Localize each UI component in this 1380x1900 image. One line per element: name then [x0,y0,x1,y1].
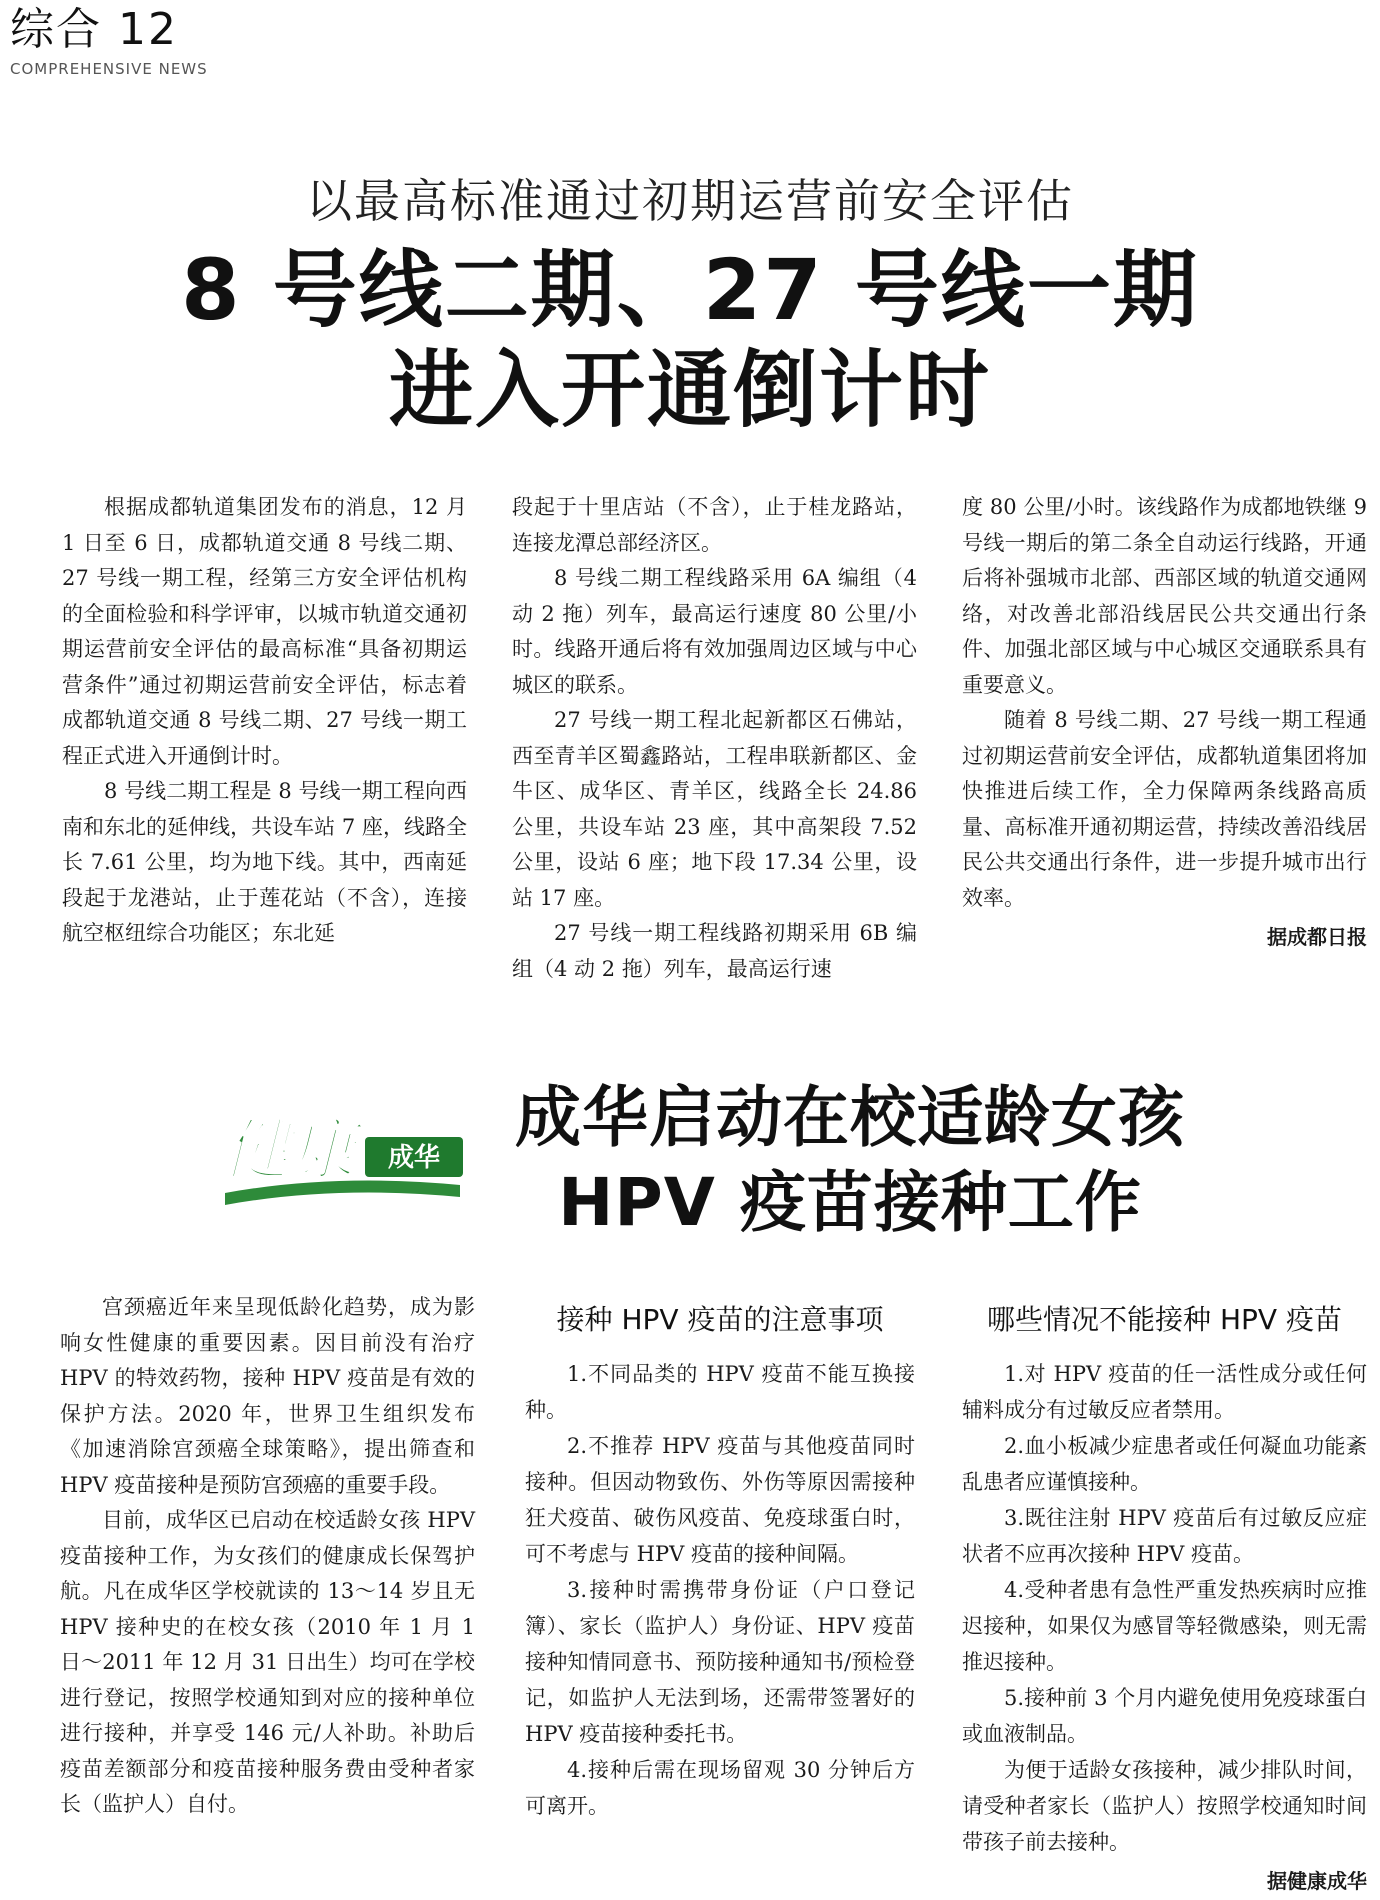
contraindication-item: 1.对 HPV 疫苗的任一活性成分或任何辅料成分有过敏反应者禁用。 [962,1362,1367,1422]
article1-credit: 据成都日报 [1267,925,1367,949]
article1-paragraph: 8 号线二期工程线路采用 6A 编组（4 动 2 拖）列车，最高运行速度 80 公里/小时。线路开通后将有效加强周边区域与中心城区的联系。 [512,566,917,697]
article2-box-precautions [525,1290,915,1824]
precaution-item: 4.接种后需在现场留观 30 分钟后方可离开。 [525,1758,915,1818]
precaution-item: 3.接种时需携带身份证（户口登记簿）、家长（监护人）身份证、HPV 疫苗接种知情同意书、预防接种通知书/预检登记，如监护人无法到场，还需带签署好的 HPV 疫苗接种委托书。 [525,1578,915,1746]
logo-badge-text: 成华 [387,1143,441,1173]
article2-column-1 [60,1290,475,1823]
contraindication-item: 2.血小板减少症患者或任何凝血功能紊乱患者应谨慎接种。 [962,1434,1367,1494]
contraindication-item: 4.受种者患有急性严重发热疾病时应推迟接种，如果仅为感冒等轻微感染，则无需推迟接种。 [962,1578,1367,1674]
article2-headline-line1: 成华启动在校适龄女孩 [515,1079,1185,1156]
article1-column-2 [512,490,917,987]
logo-graphic [215,1085,470,1215]
masthead [10,4,208,78]
health-chenghua-logo [215,1085,470,1215]
article1-headline-line2: 进入开通倒计时 [388,341,991,439]
article1-paragraph: 根据成都轨道集团发布的消息，12 月 1 日至 6 日，成都轨道交通 8 号线二期、27 号线一期工程，经第三方安全评估机构的全面检验和科学评审，以城市轨道交通初期运营前安全评估的最高标准“具备初期运营条件”通过初期运营前安全评估，标志着成都轨道交通 8 号线二期、27 号线一期工程正式进入开通倒计时。 [62,495,467,768]
contraindication-item: 3.既往注射 HPV 疫苗后有过敏反应症状者不应再次接种 HPV 疫苗。 [962,1506,1367,1566]
article1-paragraph: 段起于十里店站（不含），止于桂龙路站，连接龙潭总部经济区。 [512,495,917,555]
article1-headline-line1: 8 号线二期、27 号线一期 [181,241,1199,339]
article1-column-3 [962,490,1367,956]
precaution-item: 1.不同品类的 HPV 疫苗不能互换接种。 [525,1362,915,1422]
section-name: 综合 12 [10,4,178,55]
box-precautions-title: 接种 HPV 疫苗的注意事项 [556,1303,884,1336]
article1-kicker: 以最高标准通过初期运营前安全评估 [306,174,1074,228]
contraindication-item: 5.接种前 3 个月内避免使用免疫球蛋白或血液制品。 [962,1686,1367,1746]
section-name-english: COMPREHENSIVE NEWS [10,60,208,78]
article1-paragraph: 随着 8 号线二期、27 号线一期工程通过初期运营前安全评估，成都轨道集团将加快推进后续工作，全力保障两条线路高质量、高标准开通初期运营，持续改善沿线居民公共交通出行条件，进一步提升城市出行效率。 [962,708,1367,910]
article2-headline [480,1075,1220,1245]
box-contraindications-title: 哪些情况不能接种 HPV 疫苗 [987,1303,1342,1336]
logo-main-text: 健康 [223,1111,355,1189]
article2-closing: 为便于适龄女孩接种，减少排队时间，请受种者家长（监护人）按照学校通知时间带孩子前去接种。 [962,1758,1367,1854]
article1-paragraph: 27 号线一期工程北起新都区石佛站，西至青羊区蜀鑫路站，工程串联新都区、金牛区、成华区、青羊区，线路全长 24.86 公里，共设车站 23 座，其中高架段 7.52 公里，设站 6 座；地下段 17.34 公里，设站 17 座。 [512,708,917,910]
article1-paragraph: 度 80 公里/小时。该线路作为成都地铁继 9 号线一期后的第二条全自动运行线路，开通后将补强城市北部、西部区域的轨道交通网络，对改善北部沿线居民公共交通出行条件、加强北部区域与中心城区交通联系具有重要意义。 [962,495,1367,697]
article2-paragraph: 目前，成华区已启动在校适龄女孩 HPV 疫苗接种工作，为女孩们的健康成长保驾护航。凡在成华区学校就读的 13～14 岁且无 HPV 接种史的在校女孩（2010 年 1 月 1 日～2011 年 12 月 31 日出生）均可在学校进行登记，按照学校通知到对应的接种单位进行接种，并享受 146 元/人补助。补助后疫苗差额部分和疫苗接种服务费由受种者家长（监护人）自付。 [60,1508,475,1816]
article2-credit: 据健康成华 [1267,1869,1367,1893]
article1-paragraph: 8 号线二期工程是 8 号线一期工程向西南和东北的延伸线，共设车站 7 座，线路全长 7.61 公里，均为地下线。其中，西南延段起于龙港站，止于莲花站（不含），连接航空枢纽综合功能区；东北延 [62,779,467,945]
article1-headline [0,240,1380,440]
article2-box-contraindications [962,1290,1367,1900]
article1-column-1 [62,490,467,952]
article2-headline-line2: HPV 疫苗接种工作 [558,1164,1142,1241]
precaution-item: 2.不推荐 HPV 疫苗与其他疫苗同时接种。但因动物致伤、外伤等原因需接种狂犬疫苗、破伤风疫苗、免疫球蛋白时，可不考虑与 HPV 疫苗的接种间隔。 [525,1434,915,1566]
article2-paragraph: 宫颈癌近年来呈现低龄化趋势，成为影响女性健康的重要因素。因目前没有治疗 HPV 的特效药物，接种 HPV 疫苗是有效的保护方法。2020 年，世界卫生组织发布《加速消除宫颈癌全球策略》，提出筛查和 HPV 疫苗接种是预防宫颈癌的重要手段。 [60,1295,475,1497]
article1-paragraph: 27 号线一期工程线路初期采用 6B 编组（4 动 2 拖）列车，最高运行速 [512,921,917,981]
